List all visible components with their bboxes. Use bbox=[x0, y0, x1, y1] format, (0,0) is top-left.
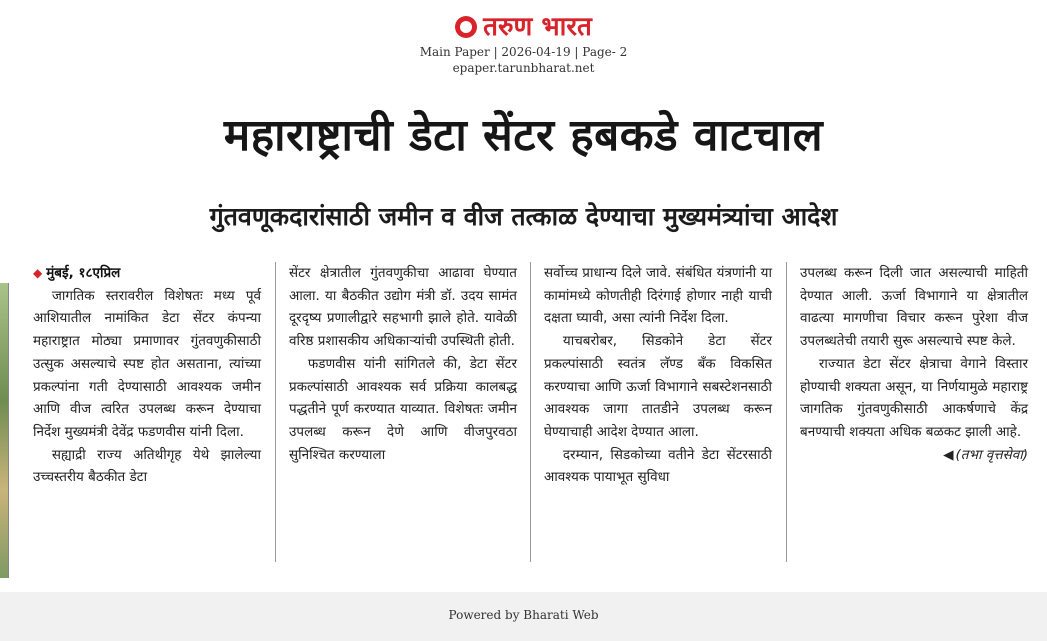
newspaper-logo[interactable] bbox=[455, 10, 592, 44]
masthead bbox=[0, 10, 1047, 76]
article-headline: महाराष्ट्राची डेटा सेंटर हबकडे वाटचाल bbox=[223, 110, 824, 161]
logo-emblem-icon bbox=[455, 16, 477, 38]
diamond-bullet-icon: ◆ bbox=[33, 266, 43, 280]
credit-text: (तभा वृत्तसेवा) bbox=[955, 446, 1028, 463]
article-body bbox=[0, 262, 1047, 588]
logo-text: तरुण भारत bbox=[483, 12, 592, 42]
epaper-url[interactable]: epaper.tarunbharat.net bbox=[452, 61, 595, 75]
column-divider bbox=[530, 262, 531, 562]
paragraph: याचबरोबर, सिडकोने डेटा सेंटर प्रकल्पांसाठी स्वतंत्र लॅण्ड बँक विकसित करण्याचा आणि ऊर्जा विभागाने सबस्टेशनसाठी आवश्यक जागा तातडीने उपलब्ध करून घेण्याचाही आदेश देण्यात आला. bbox=[544, 333, 772, 440]
article-column-2 bbox=[289, 262, 517, 588]
article-column-3 bbox=[544, 262, 772, 588]
column-divider bbox=[786, 262, 787, 562]
paragraph: सर्वोच्च प्राधान्य दिले जावे. संबंधित यंत्रणांनी या कामांमध्ये कोणतीही दिरंगाई होणार नाही याची दक्षता घ्यावी, असा त्यांनी निर्देश दिला. bbox=[544, 265, 772, 327]
dateline bbox=[33, 262, 261, 285]
column-divider bbox=[275, 262, 276, 562]
edition-info: Main Paper | 2026-04-19 | Page- 2 bbox=[419, 45, 628, 59]
powered-by-link[interactable]: Powered by Bharati Web bbox=[448, 608, 599, 622]
dateline-text: मुंबई, १८एप्रिल bbox=[46, 265, 121, 281]
left-triangle-icon: ◀ bbox=[943, 446, 954, 463]
paragraph: उपलब्ध करून दिली जात असल्याची माहिती देण्यात आली. ऊर्जा विभागाने या क्षेत्रातील वाढत्या मागणीचा विचार करून पुरेशा वीज उपलब्धतेची तयारी सुरू असल्याचे स्पष्ट केले. bbox=[800, 265, 1028, 350]
article-column-4 bbox=[800, 262, 1028, 588]
paragraph: दरम्यान, सिडकोच्या वतीने डेटा सेंटरसाठी आवश्यक पायाभूत सुविधा bbox=[544, 446, 772, 486]
footer bbox=[0, 592, 1047, 641]
article-subheadline: गुंतवणूकदारांसाठी जमीन व वीज तत्काळ देण्याचा मुख्यमंत्र्यांचा आदेश bbox=[209, 202, 838, 231]
paragraph-text: राज्यात डेटा सेंटर क्षेत्राचा वेगाने विस्तार होण्याची शक्यता असून, या निर्णयामुळे महाराष्ट्र जागतिक गुंतवणुकीसाठी आकर्षणाचे केंद्र बनण्याची शक्यता अधिक बळकट झाली आहे. bbox=[800, 355, 1028, 440]
news-agency-credit bbox=[924, 444, 1028, 467]
paragraph bbox=[800, 353, 1028, 463]
paragraph: फडणवीस यांनी सांगितले की, डेटा सेंटर प्रकल्पांसाठी आवश्यक सर्व प्रक्रिया कालबद्ध पद्धतीने पूर्ण करण्यात याव्यात. विशेषतः जमीन उपलब्ध करून देणे आणि वीजपुरवठा सुनिश्चित करण्याला bbox=[289, 355, 517, 463]
article-column-1 bbox=[33, 262, 261, 588]
paragraph: सेंटर क्षेत्रातील गुंतवणुकीचा आढावा घेण्यात आला. या बैठकीत उद्योग मंत्री डॉ. उदय सामंत दूरदृष्य प्रणालीद्वारे सहभागी झाले होते. यावेळी वरिष्ठ प्रशासकीय अधिकाऱ्यांची उपस्थिती होती. bbox=[289, 265, 517, 350]
paragraph: सह्याद्री राज्य अतिथीगृह येथे झालेल्या उच्चस्तरीय बैठकीत डेटा bbox=[33, 446, 261, 486]
paragraph: जागतिक स्तरावरील विशेषतः मध्य पूर्व आशियातील नामांकित डेटा सेंटर कंपन्या महाराष्ट्रात मोठ्या प्रमाणावर गुंतवणुकीसाठी उत्सुक असल्याचे स्पष्ट होत असताना, त्यांच्या प्रकल्पांना गती देण्यासाठी आवश्यक जमीन आणि वीज त्वरित उपलब्ध करून देण्याचा निर्देश मुख्यमंत्री देवेंद्र फडणवीस यांनी दिला. bbox=[33, 287, 261, 440]
